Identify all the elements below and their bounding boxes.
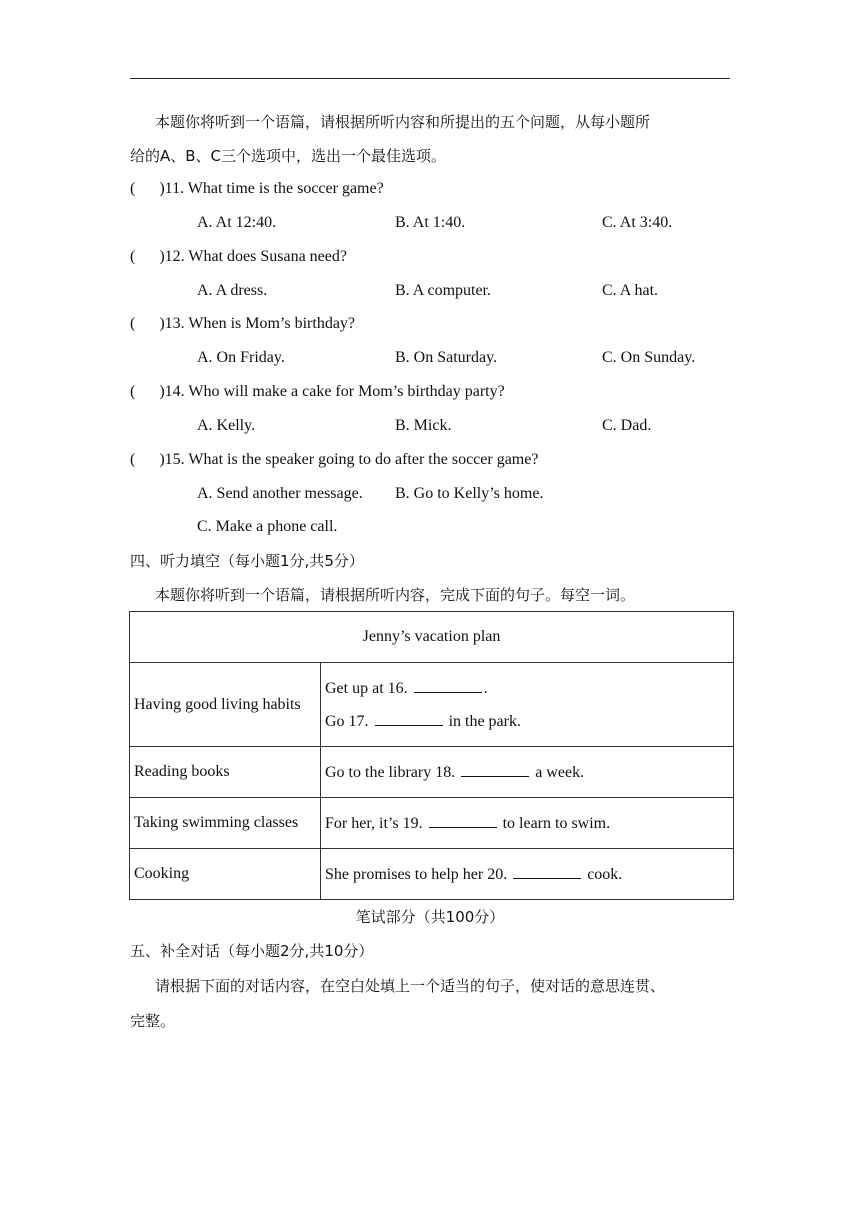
row-content <box>321 747 734 798</box>
row-label: Having good living habits <box>130 663 321 747</box>
sentence-18: Go to the library 18. <box>325 764 456 781</box>
question-text: When is Mom’s birthday? <box>188 315 356 332</box>
section5-heading: 五、补全对话（每小题2分,共10分） <box>130 942 374 960</box>
sentence-17-end: in the park. <box>448 712 521 730</box>
top-rule <box>130 78 730 79</box>
question-number: 14. <box>164 383 185 400</box>
option-a: A. Send another message. <box>197 485 363 502</box>
question-text: What does Susana need? <box>188 248 347 265</box>
question-11: ( )11. What time is the soccer game? <box>130 180 384 197</box>
row-content <box>321 663 734 747</box>
question-number: 12. <box>164 248 185 265</box>
section3-instruction-line1: 本题你将听到一个语篇，请根据所听内容和所提出的五个问题，从每小题所 <box>155 113 651 131</box>
answer-blank-17[interactable] <box>375 711 443 726</box>
question-number: 15. <box>164 451 185 468</box>
question-number: 11. <box>164 180 185 197</box>
sentence-17: Go 17. <box>325 712 369 730</box>
section3-instruction-line2: 给的A、B、C三个选项中，选出一个最佳选项。 <box>130 147 447 165</box>
question-text: Who will make a cake for Mom’s birthday party? <box>188 383 505 400</box>
row-label: Taking swimming classes <box>130 798 321 849</box>
table-row <box>130 747 734 798</box>
option-c: C. A hat. <box>602 282 659 299</box>
table-row <box>130 849 734 900</box>
table-title: Jenny’s vacation plan <box>130 612 734 663</box>
option-a: A. On Friday. <box>197 349 285 366</box>
answer-blank-18[interactable] <box>461 762 529 777</box>
option-a: A. A dress. <box>197 282 268 299</box>
option-b: B. On Saturday. <box>395 349 498 366</box>
sentence-19: For her, it’s 19. <box>325 815 423 832</box>
answer-blank-16[interactable] <box>414 678 482 693</box>
section5-instruction-line2: 完整。 <box>130 1012 176 1030</box>
row-content <box>321 849 734 900</box>
sentence-20-end: cook. <box>587 866 623 883</box>
option-c: C. At 3:40. <box>602 214 673 231</box>
option-a: A. Kelly. <box>197 417 256 434</box>
sentence-19-end: to learn to swim. <box>502 815 611 832</box>
row-label: Reading books <box>130 747 321 798</box>
option-b: B. Go to Kelly’s home. <box>395 485 544 502</box>
section4-heading: 四、听力填空（每小题1分,共5分） <box>130 552 364 570</box>
vacation-plan-table <box>129 611 734 900</box>
option-b: B. Mick. <box>395 417 452 434</box>
question-text: What time is the soccer game? <box>187 180 384 197</box>
option-c: C. Dad. <box>602 417 652 434</box>
question-12: ( )12. What does Susana need? <box>130 248 347 265</box>
option-c: C. Make a phone call. <box>197 518 338 535</box>
option-c: C. On Sunday. <box>602 349 696 366</box>
option-a: A. At 12:40. <box>197 214 277 231</box>
question-number: 13. <box>164 315 185 332</box>
sentence-18-end: a week. <box>535 764 585 781</box>
section4-instruction: 本题你将听到一个语篇，请根据所听内容，完成下面的句子。每空一词。 <box>155 586 636 604</box>
option-b: B. At 1:40. <box>395 214 466 231</box>
option-b: B. A computer. <box>395 282 491 299</box>
table-row <box>130 798 734 849</box>
sentence-16: Get up at 16. <box>325 679 408 697</box>
question-15: ( )15. What is the speaker going to do after the soccer game? <box>130 451 539 468</box>
written-part-heading: 笔试部分（共100分） <box>355 908 505 926</box>
table-row <box>130 663 734 747</box>
row-content <box>321 798 734 849</box>
section5-instruction-line1: 请根据下面的对话内容，在空白处填上一个适当的句子，使对话的意思连贯、 <box>155 977 666 995</box>
question-13: ( )13. When is Mom’s birthday? <box>130 315 356 332</box>
row-label: Cooking <box>130 849 321 900</box>
sentence-20: She promises to help her 20. <box>325 866 508 883</box>
sentence-16-end: . <box>483 679 488 697</box>
answer-blank-19[interactable] <box>429 813 497 828</box>
question-14: ( )14. Who will make a cake for Mom’s birthday party? <box>130 383 505 400</box>
question-text: What is the speaker going to do after the soccer game? <box>188 451 539 468</box>
answer-blank-20[interactable] <box>513 864 581 879</box>
